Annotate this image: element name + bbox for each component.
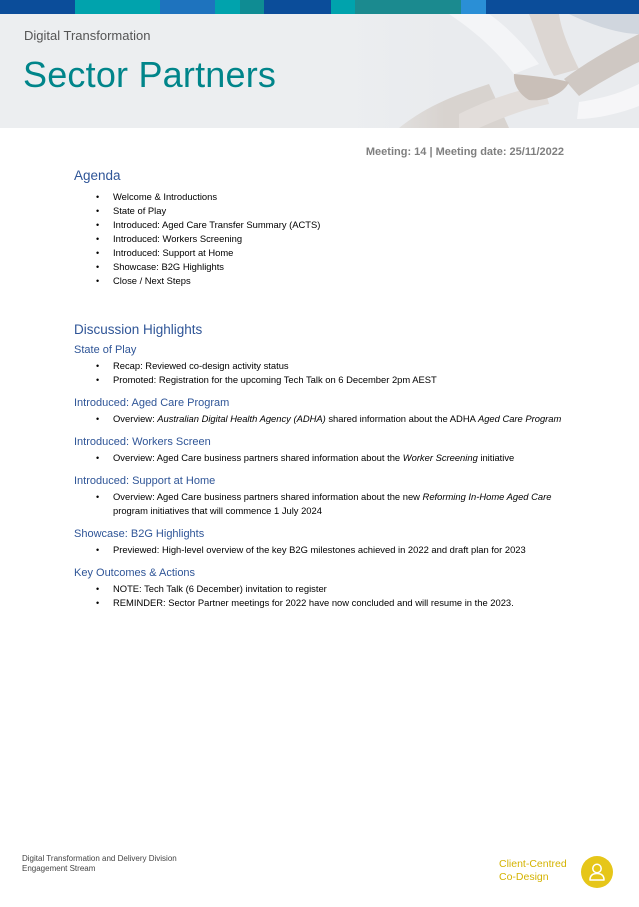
section-title: Introduced: Support at Home — [74, 475, 216, 487]
agenda-item: • Showcase: B2G Highlights — [113, 260, 564, 274]
agenda-item: • Introduced: Aged Care Transfer Summary (ACTS) — [113, 218, 564, 232]
top-bar-segment — [75, 0, 160, 14]
agenda-list — [74, 190, 564, 288]
top-bar-segment — [160, 0, 215, 14]
agenda-item: • Introduced: Workers Screening — [113, 232, 564, 246]
top-bar-segment — [486, 0, 639, 14]
list-item: • Overview: Aged Care business partners shared information about the Worker Screening initiative — [113, 451, 564, 465]
section-title: Key Outcomes & Actions — [74, 567, 196, 579]
agenda-heading: Agenda — [74, 168, 121, 183]
section-title: Introduced: Workers Screen — [74, 436, 211, 448]
list-item: • Overview: Australian Digital Health Agency (ADHA) shared information about the ADHA Aged Care Program — [113, 412, 564, 426]
codesign-line-1: Client-Centred — [499, 858, 567, 870]
section-title: State of Play — [74, 344, 137, 356]
footer-division — [22, 854, 177, 873]
discussion-heading: Discussion Highlights — [74, 322, 203, 337]
page-header — [0, 14, 639, 128]
agenda-item: • Introduced: Support at Home — [113, 246, 564, 260]
page-title: Sector Partners — [23, 54, 277, 95]
list-item: • REMINDER: Sector Partner meetings for 2022 have now concluded and will resume in the 2023. — [113, 596, 564, 610]
hands-together-photo — [339, 14, 639, 128]
list-item: • Promoted: Registration for the upcoming Tech Talk on 6 December 2pm AEST — [113, 373, 564, 387]
top-color-bar — [0, 0, 639, 14]
top-bar-segment — [264, 0, 331, 14]
codesign-label — [499, 858, 567, 883]
agenda-item: • Welcome & Introductions — [113, 190, 564, 204]
footer-stream-name: Engagement Stream — [22, 863, 96, 873]
list-item: • Recap: Reviewed co-design activity status — [113, 359, 564, 373]
list-item: • NOTE: Tech Talk (6 December) invitation to register — [113, 582, 564, 596]
top-bar-segment — [0, 0, 75, 14]
person-icon — [581, 856, 613, 888]
top-bar-segment — [215, 0, 240, 14]
section-state-of-play — [74, 344, 564, 387]
agenda-item: • Close / Next Steps — [113, 274, 564, 288]
section-aged-care-program — [74, 397, 564, 426]
section-workers-screen — [74, 436, 564, 465]
list-item: • Previewed: High-level overview of the key B2G milestones achieved in 2022 and draft plan for 2023 — [113, 543, 564, 557]
section-b2g-highlights — [74, 528, 564, 557]
codesign-badge — [581, 856, 613, 888]
list-item: • Overview: Aged Care business partners shared information about the new Reforming In-Home Aged Care program initiatives that will commence 1 July 2024 — [113, 490, 564, 518]
meeting-info: Meeting: 14 | Meeting date: 25/11/2022 — [365, 146, 564, 158]
top-bar-segment — [240, 0, 264, 14]
section-title: Showcase: B2G Highlights — [74, 528, 205, 540]
top-bar-segment — [461, 0, 486, 14]
section-key-outcomes — [74, 567, 564, 610]
agenda-item: • State of Play — [113, 204, 564, 218]
section-support-at-home — [74, 475, 564, 518]
top-bar-segment — [331, 0, 355, 14]
section-title: Introduced: Aged Care Program — [74, 397, 230, 409]
codesign-line-2: Co-Design — [499, 870, 549, 883]
top-bar-segment — [355, 0, 461, 14]
department-label: Digital Transformation — [24, 28, 151, 43]
document-body — [74, 168, 564, 620]
footer-division-name: Digital Transformation and Delivery Division — [22, 854, 177, 863]
